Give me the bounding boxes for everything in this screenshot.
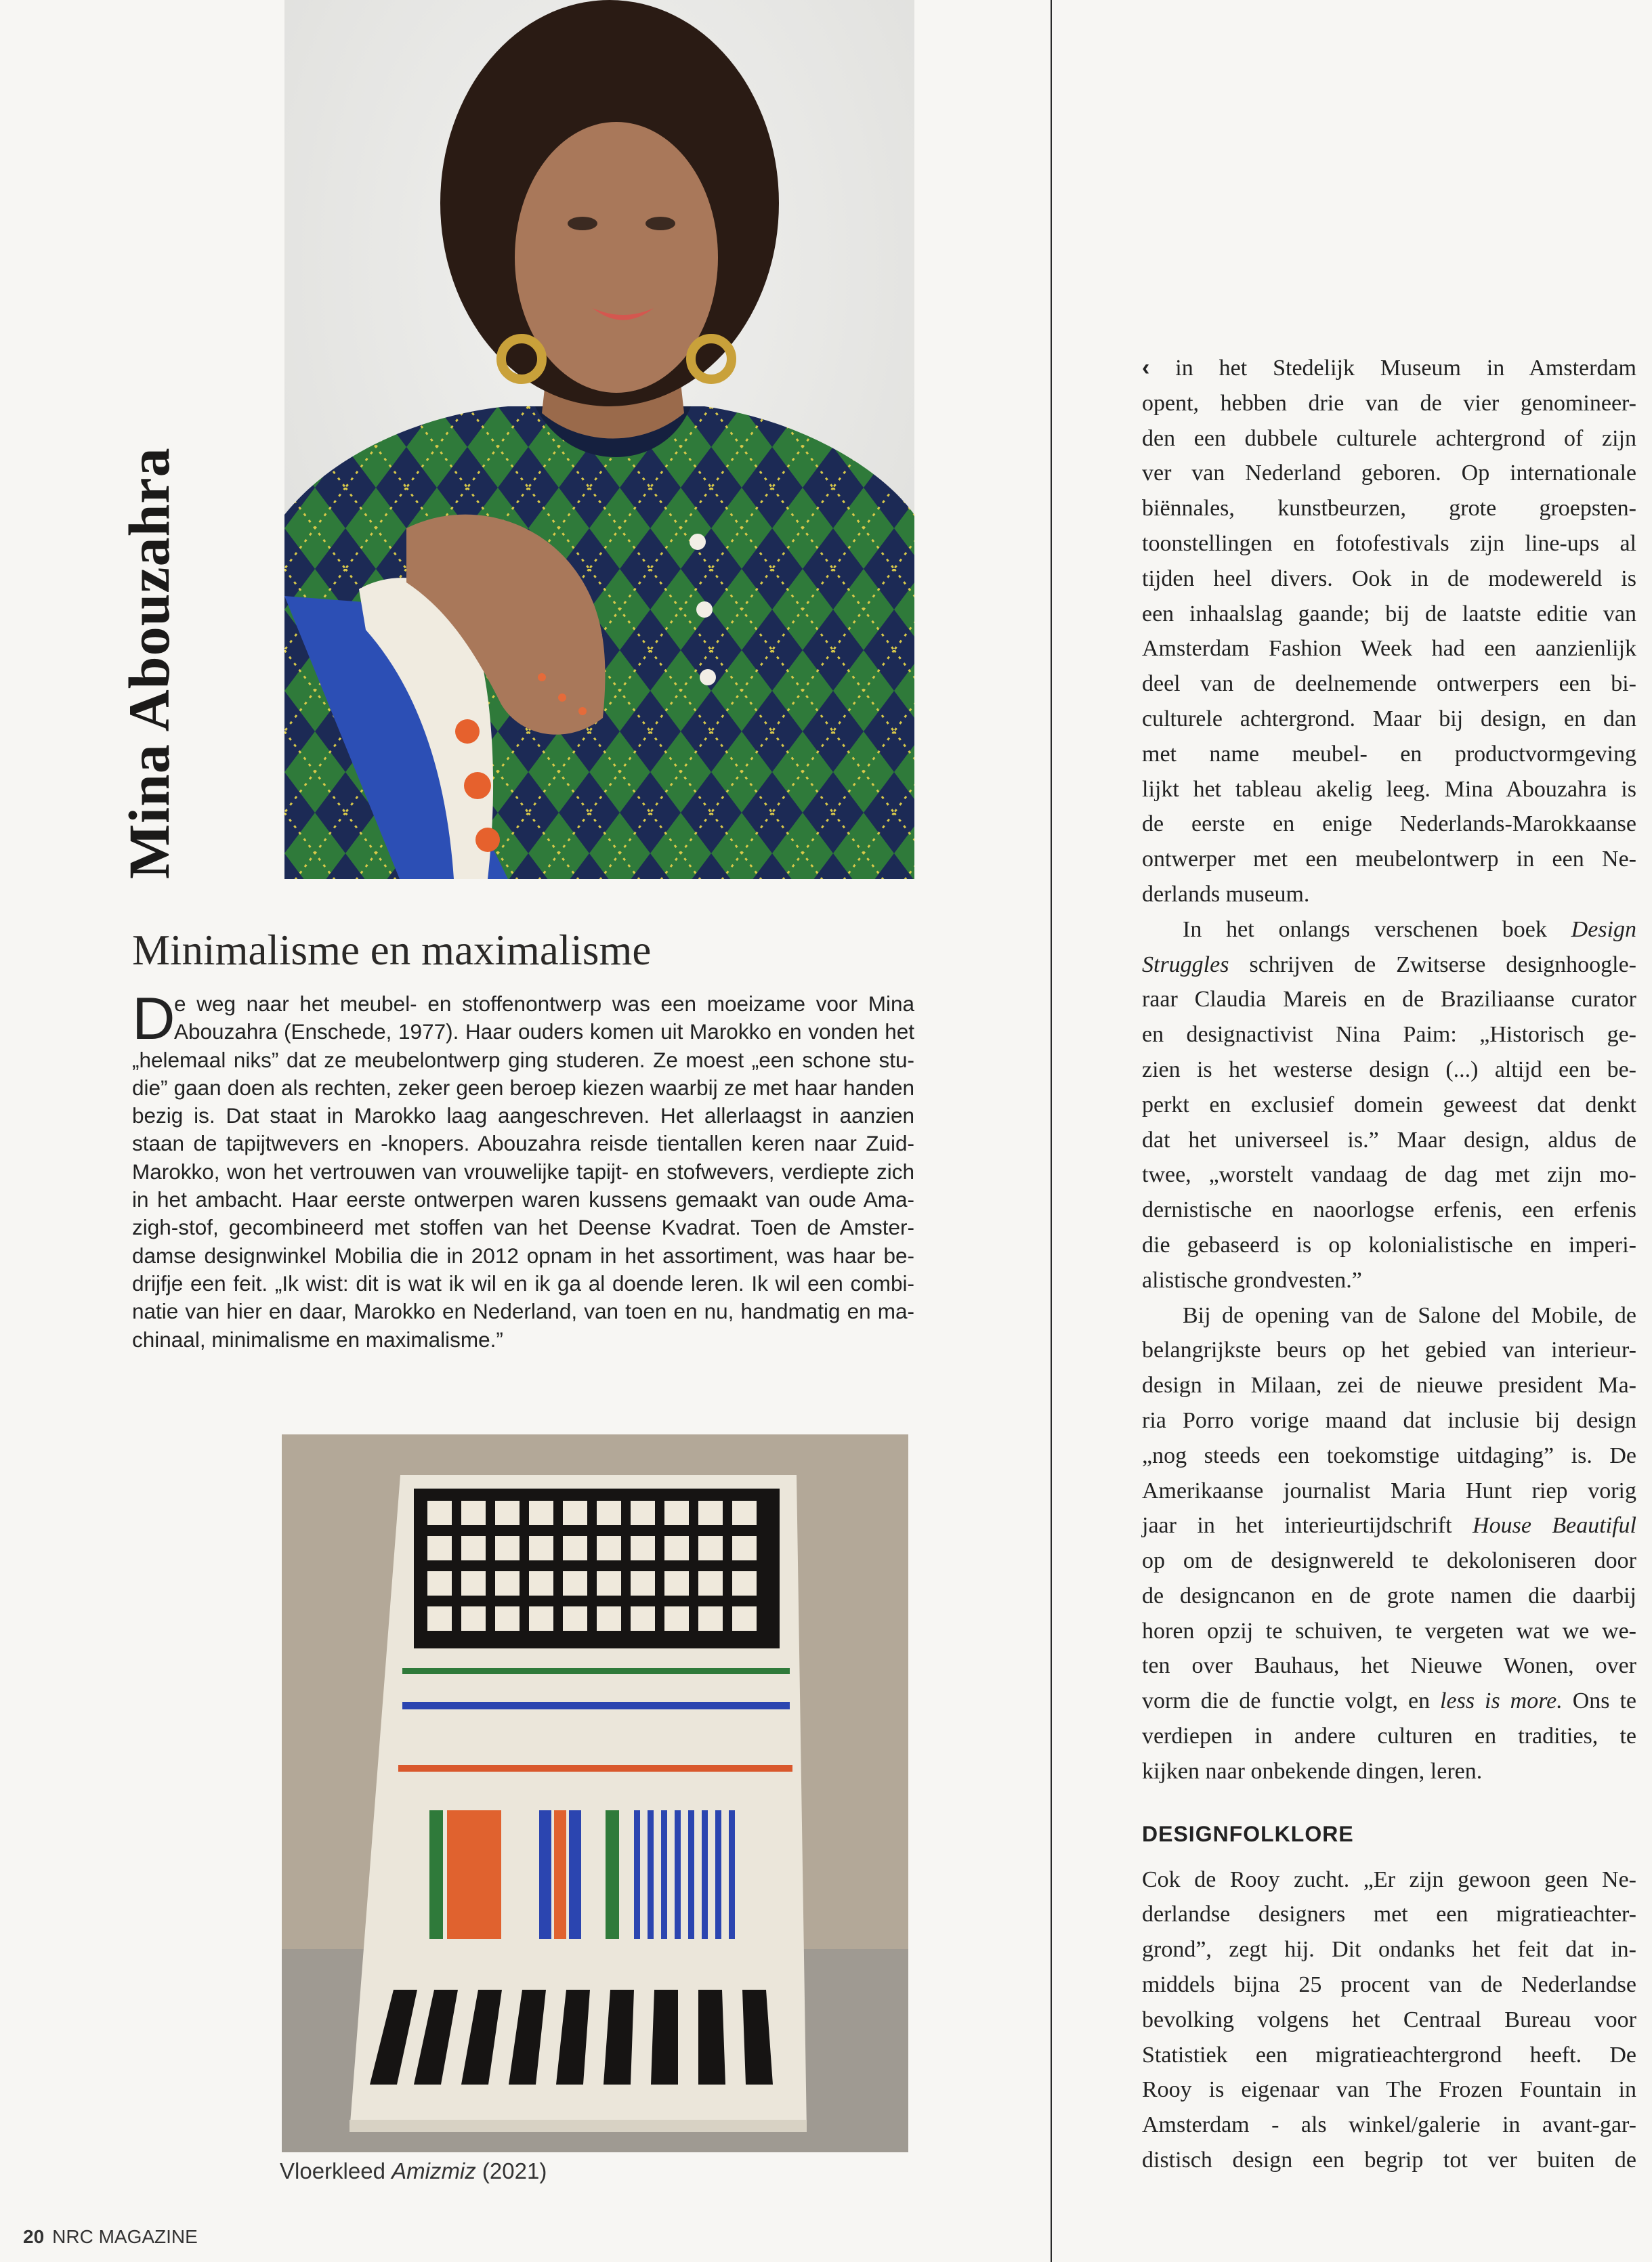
back-arrow-icon: ‹ [1142,355,1150,381]
intro-line: drijfje een feit. „Ik wist: dit is wat ik wil en ik ga al doende leren. Ik wil een combi- [132,1271,914,1296]
right-column [1142,351,1636,2178]
column-line: opent, hebben drie van de vier genomineer- [1142,390,1636,416]
column-line: Struggles schrijven de Zwitserse designhoogle- [1142,952,1636,977]
column-line: raar Claudia Mareis en de Braziliaanse curator [1142,987,1636,1012]
column-line: Amsterdam Fashion Week had een aanzienlijk [1142,636,1636,662]
portrait-photo [284,0,914,879]
portrait-name: Mina Abouzahra [117,447,182,879]
column-line: de designcanon en de grote namen die daarbij [1142,1583,1636,1608]
intro-line: chinaal, minimalisme en maximalisme.” [132,1327,503,1352]
column-line: ver van Nederland geboren. Op internationale [1142,461,1636,486]
column-line: Amsterdam - als winkel/galerie in avant-gar- [1142,2112,1636,2138]
column-line: ria Porro vorige maand dat inclusie bij design [1142,1407,1636,1433]
column-line: horen opzij te schuiven, te vergeten wat we we- [1142,1618,1636,1644]
intro-line: bezig is. Dat staat in Marokko laag aangeschreven. Het allerlaagst in aanzien [132,1103,914,1128]
column-line: lijkt het tableau akelig leeg. Mina Abouzahra is [1142,776,1636,802]
column-line: biënnales, kunstbeurzen, grote groepsten- [1142,496,1636,521]
column-line: design in Milaan, zei de nieuwe president Ma- [1142,1373,1636,1399]
column-line: „nog steeds een toekomstige uitdaging” is. De [1142,1443,1636,1468]
column-line: ‹ in het Stedelijk Museum in Amsterdam [1142,355,1636,381]
column-line: den een dubbele culturele achtergrond of zijn [1142,425,1636,451]
page-folio [23,2225,198,2249]
intro-line: die” gaan doen als rechten, zeker geen beroep kiezen waarbij ze met haar handen [132,1075,914,1100]
caption-title: Amizmiz [391,2158,476,2183]
intro-line: e weg naar het meubel- en stoffenontwerp was een moeizame voor Mina [174,991,914,1016]
column-line: derlands museum. [1142,881,1310,907]
column-line: perkt en exclusief domein geweest dat denkt [1142,1092,1636,1117]
column-line: dernistische en naoorlogse erfenis, een erfenis [1142,1197,1636,1223]
page-number: 20 [23,2226,45,2247]
column-line: bevolking volgens het Centraal Bureau voor [1142,2007,1636,2032]
column-line: toonstellingen en fotofestivals zijn line-ups al [1142,530,1636,556]
caption-suffix: (2021) [475,2158,547,2183]
column-line: die gebaseerd is op kolonialistische en imperi- [1142,1232,1636,1258]
column-line: op om de designwereld te dekoloniseren door [1142,1548,1636,1574]
column-divider [1051,0,1052,2262]
caption-prefix: Vloerkleed [280,2158,392,2183]
rug-caption [280,2156,547,2186]
intro-line: natie van hier en daar, Marokko en Nederland, van toen en nu, handmatig en ma- [132,1299,914,1324]
column-line: derlandse designers met een migratieachter- [1142,1902,1636,1927]
column-line: de eerste en enige Nederlands-Marokkaanse [1142,811,1636,837]
section-title: Minimalisme en maximalisme [132,926,652,974]
column-line: Rooy is eigenaar van The Frozen Fountain in [1142,2077,1636,2103]
column-line: jaar in het interieurtijdschrift House Beautiful [1142,1513,1637,1539]
intro-line: zigh-stof, gecombineerd met stoffen van het Deense Kvadrat. Toen de Amster- [132,1215,914,1240]
column-line: en designactivist Nina Paim: „Historisch ge- [1142,1022,1636,1048]
column-line: tijden heel divers. Ook in de modewereld is [1142,566,1636,591]
column-line: kijken naar onbekende dingen, leren. [1142,1758,1483,1784]
column-line: In het onlangs verschenen boek Design [1183,916,1636,942]
column-line: alistische grondvesten.” [1142,1267,1362,1293]
column-line: Amerikaanse journalist Maria Hunt riep vorig [1142,1478,1636,1503]
intro-line: Marokko, won het vertrouwen van vrouwelijke tapijt- en stofwevers, verdiepte zich [132,1159,914,1184]
column-line: grond”, zegt hij. Dit ondanks het feit dat in- [1142,1937,1636,1963]
column-line: belangrijkste beurs op het gebied van interieur- [1142,1338,1636,1363]
intro-line: in het ambacht. Haar eerste ontwerpen waren kussens gemaakt van oude Ama- [132,1187,914,1212]
column-line: met name meubel- en productvormgeving [1142,741,1636,767]
column-line: Cok de Rooy zucht. „Er zijn gewoon geen Ne- [1142,1866,1636,1892]
intro-line: Abouzahra (Enschede, 1977). Haar ouders komen uit Marokko en vonden het [174,1019,914,1044]
column-line: een inhaalslag gaande; bij de laatste editie van [1142,601,1636,626]
section-subheading: DESIGNFOLKLORE [1142,1821,1354,1846]
drop-cap: D [132,985,175,1052]
intro-line: „helemaal niks” dat ze meubelontwerp ging studeren. Ze moest „een schone stu- [132,1047,914,1072]
column-line: deel van de deelnemende ontwerpers een bi- [1142,671,1636,697]
column-line: Bij de opening van de Salone del Mobile, de [1183,1302,1636,1328]
column-line: middels bijna 25 procent van de Nederlandse [1142,1972,1636,1998]
column-line: verdiepen in andere culturen en tradities, te [1142,1724,1636,1749]
column-line: dat het universeel is.” Maar design, aldus de [1142,1127,1636,1153]
column-line: ten over Bauhaus, het Nieuwe Wonen, over [1142,1653,1636,1679]
column-line: vorm die de functie volgt, en less is more. Ons te [1142,1688,1637,1714]
column-line: culturele achtergrond. Maar bij design, en dan [1142,706,1636,731]
column-line: twee, „worstelt vandaag de dag met zijn mo- [1142,1162,1636,1188]
column-line: ontwerper met een meubelontwerp in een Ne- [1142,847,1636,872]
publication-name: NRC MAGAZINE [52,2226,198,2247]
intro-line: damse designwinkel Mobilia die in 2012 opnam in het assortiment, was haar be- [132,1243,914,1268]
column-line: Statistiek een migratieachtergrond heeft. De [1142,2042,1636,2068]
intro-line: staan de tapijtwevers en -knopers. Abouzahra reisde tientallen keren naar Zuid- [132,1131,914,1156]
intro-paragraph [132,985,914,1354]
column-line: zien is het westerse design (...) altijd een be- [1142,1057,1636,1082]
column-line: distisch design een begrip tot ver buiten de [1142,2148,1636,2173]
rug-photo [282,1434,908,2152]
